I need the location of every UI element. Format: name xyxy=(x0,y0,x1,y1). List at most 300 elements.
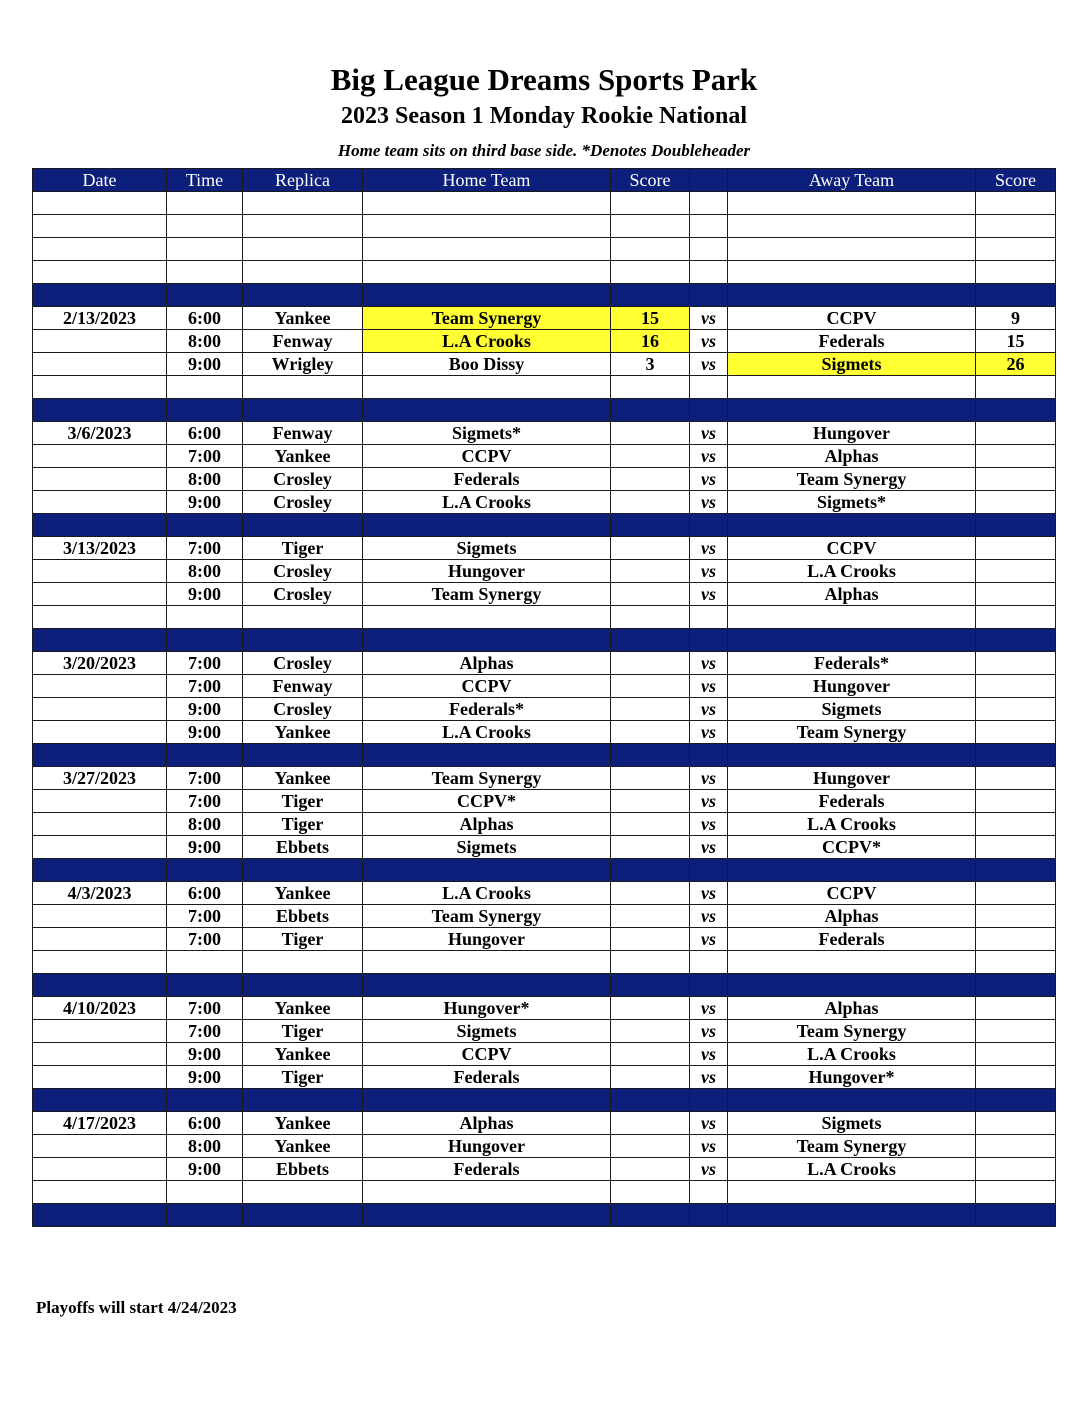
empty-cell xyxy=(363,1089,611,1112)
vs-label: vs xyxy=(690,491,728,514)
table-row xyxy=(33,353,1056,376)
home-score xyxy=(611,491,690,514)
home-team: L.A Crooks xyxy=(363,491,611,514)
empty-cell xyxy=(690,514,728,537)
empty-cell xyxy=(167,1204,243,1227)
blank-row xyxy=(33,951,1056,974)
home-score xyxy=(611,1112,690,1135)
away-score xyxy=(976,905,1056,928)
replica-field: Ebbets xyxy=(243,836,363,859)
empty-cell xyxy=(33,284,167,307)
empty-cell xyxy=(243,399,363,422)
empty-cell xyxy=(33,1089,167,1112)
empty-cell xyxy=(728,192,976,215)
empty-cell xyxy=(728,238,976,261)
table-row xyxy=(33,1043,1056,1066)
away-team: Federals* xyxy=(728,652,976,675)
vs-label: vs xyxy=(690,790,728,813)
home-score: 15 xyxy=(611,307,690,330)
away-score xyxy=(976,652,1056,675)
empty-cell xyxy=(33,261,167,284)
home-score xyxy=(611,836,690,859)
vs-label: vs xyxy=(690,675,728,698)
home-score xyxy=(611,1158,690,1181)
away-score xyxy=(976,1020,1056,1043)
away-team: Alphas xyxy=(728,445,976,468)
game-time: 7:00 xyxy=(167,675,243,698)
game-date xyxy=(33,905,167,928)
empty-cell xyxy=(690,951,728,974)
empty-cell xyxy=(728,859,976,882)
game-time: 9:00 xyxy=(167,583,243,606)
home-team: CCPV xyxy=(363,445,611,468)
game-date xyxy=(33,583,167,606)
empty-cell xyxy=(976,284,1056,307)
game-date xyxy=(33,790,167,813)
empty-cell xyxy=(690,399,728,422)
separator-row xyxy=(33,284,1056,307)
table-row xyxy=(33,537,1056,560)
empty-cell xyxy=(243,859,363,882)
blank-row xyxy=(33,376,1056,399)
game-date: 3/13/2023 xyxy=(33,537,167,560)
playoffs-note: Playoffs will start 4/24/2023 xyxy=(36,1298,237,1317)
page-subtitle: 2023 Season 1 Monday Rookie National xyxy=(340,103,748,129)
home-team: Boo Dissy xyxy=(363,353,611,376)
away-score xyxy=(976,537,1056,560)
empty-cell xyxy=(976,629,1056,652)
empty-cell xyxy=(976,606,1056,629)
away-score xyxy=(976,1066,1056,1089)
home-team: L.A Crooks xyxy=(363,882,611,905)
home-score xyxy=(611,813,690,836)
empty-cell xyxy=(976,514,1056,537)
home-team: Team Synergy xyxy=(363,905,611,928)
replica-field: Yankee xyxy=(243,997,363,1020)
home-team: Hungover xyxy=(363,928,611,951)
home-score xyxy=(611,652,690,675)
col-header-away-score: Score xyxy=(976,169,1056,192)
table-row xyxy=(33,721,1056,744)
empty-cell xyxy=(167,1181,243,1204)
away-score xyxy=(976,1158,1056,1181)
empty-cell xyxy=(728,1204,976,1227)
separator-row xyxy=(33,744,1056,767)
replica-field: Yankee xyxy=(243,1112,363,1135)
vs-label: vs xyxy=(690,1020,728,1043)
empty-cell xyxy=(363,1181,611,1204)
empty-cell xyxy=(728,261,976,284)
vs-label: vs xyxy=(690,537,728,560)
empty-cell xyxy=(690,974,728,997)
empty-cell xyxy=(976,1181,1056,1204)
replica-field: Fenway xyxy=(243,330,363,353)
replica-field: Tiger xyxy=(243,790,363,813)
empty-cell xyxy=(690,859,728,882)
away-team: Team Synergy xyxy=(728,1135,976,1158)
empty-cell xyxy=(728,399,976,422)
separator-row xyxy=(33,859,1056,882)
away-team: CCPV* xyxy=(728,836,976,859)
vs-label: vs xyxy=(690,1135,728,1158)
empty-cell xyxy=(243,744,363,767)
empty-cell xyxy=(33,606,167,629)
table-row xyxy=(33,698,1056,721)
empty-cell xyxy=(167,744,243,767)
away-team: Hungover xyxy=(728,675,976,698)
home-score xyxy=(611,468,690,491)
empty-cell xyxy=(611,215,690,238)
vs-label: vs xyxy=(690,997,728,1020)
home-score xyxy=(611,882,690,905)
empty-cell xyxy=(243,1181,363,1204)
away-team: Team Synergy xyxy=(728,721,976,744)
table-row xyxy=(33,307,1056,330)
home-score xyxy=(611,560,690,583)
table-row xyxy=(33,652,1056,675)
home-score xyxy=(611,790,690,813)
empty-cell xyxy=(728,1181,976,1204)
home-score xyxy=(611,583,690,606)
away-team: Federals xyxy=(728,790,976,813)
game-time: 7:00 xyxy=(167,537,243,560)
empty-cell xyxy=(690,1089,728,1112)
away-score xyxy=(976,468,1056,491)
empty-cell xyxy=(33,238,167,261)
col-header-time: Time xyxy=(167,169,243,192)
home-team: Federals xyxy=(363,1066,611,1089)
game-time: 9:00 xyxy=(167,353,243,376)
empty-cell xyxy=(167,606,243,629)
empty-cell xyxy=(611,261,690,284)
home-team: Sigmets xyxy=(363,537,611,560)
empty-cell xyxy=(167,859,243,882)
empty-cell xyxy=(363,261,611,284)
away-team: Alphas xyxy=(728,905,976,928)
empty-cell xyxy=(611,974,690,997)
empty-cell xyxy=(33,744,167,767)
home-score xyxy=(611,997,690,1020)
vs-label: vs xyxy=(690,767,728,790)
away-team: Team Synergy xyxy=(728,468,976,491)
empty-cell xyxy=(690,215,728,238)
empty-cell xyxy=(363,606,611,629)
empty-cell xyxy=(363,514,611,537)
empty-cell xyxy=(690,192,728,215)
empty-cell xyxy=(976,974,1056,997)
game-time: 8:00 xyxy=(167,560,243,583)
home-team: Sigmets* xyxy=(363,422,611,445)
empty-cell xyxy=(167,376,243,399)
home-score xyxy=(611,1135,690,1158)
vs-label: vs xyxy=(690,583,728,606)
empty-cell xyxy=(243,629,363,652)
away-team: L.A Crooks xyxy=(728,1158,976,1181)
empty-cell xyxy=(243,261,363,284)
empty-cell xyxy=(690,606,728,629)
home-team: L.A Crooks xyxy=(363,721,611,744)
vs-label: vs xyxy=(690,928,728,951)
table-row xyxy=(33,767,1056,790)
empty-cell xyxy=(611,606,690,629)
home-score xyxy=(611,422,690,445)
game-time: 8:00 xyxy=(167,468,243,491)
away-score xyxy=(976,1112,1056,1135)
empty-cell xyxy=(611,1089,690,1112)
home-team: Alphas xyxy=(363,1112,611,1135)
game-time: 9:00 xyxy=(167,836,243,859)
separator-row xyxy=(33,514,1056,537)
col-header-vs xyxy=(690,169,728,192)
vs-label: vs xyxy=(690,468,728,491)
home-team: Team Synergy xyxy=(363,583,611,606)
game-date xyxy=(33,1020,167,1043)
away-team: Sigmets xyxy=(728,698,976,721)
replica-field: Crosley xyxy=(243,583,363,606)
table-row xyxy=(33,583,1056,606)
game-time: 9:00 xyxy=(167,1158,243,1181)
away-team: Sigmets xyxy=(728,1112,976,1135)
empty-cell xyxy=(611,192,690,215)
home-team: Hungover* xyxy=(363,997,611,1020)
separator-row xyxy=(33,974,1056,997)
empty-cell xyxy=(33,514,167,537)
empty-cell xyxy=(167,974,243,997)
away-score: 15 xyxy=(976,330,1056,353)
empty-cell xyxy=(243,192,363,215)
empty-cell xyxy=(363,744,611,767)
empty-cell xyxy=(363,215,611,238)
game-date: 3/6/2023 xyxy=(33,422,167,445)
empty-cell xyxy=(611,284,690,307)
empty-cell xyxy=(243,238,363,261)
game-date xyxy=(33,1158,167,1181)
empty-cell xyxy=(363,399,611,422)
game-date xyxy=(33,1043,167,1066)
empty-cell xyxy=(611,1204,690,1227)
home-team: Team Synergy xyxy=(363,767,611,790)
away-team: Alphas xyxy=(728,997,976,1020)
away-score xyxy=(976,790,1056,813)
home-score xyxy=(611,1066,690,1089)
away-score xyxy=(976,767,1056,790)
table-row xyxy=(33,1112,1056,1135)
blank-row xyxy=(33,192,1056,215)
home-score xyxy=(611,1020,690,1043)
game-time: 7:00 xyxy=(167,445,243,468)
vs-label: vs xyxy=(690,721,728,744)
empty-cell xyxy=(611,514,690,537)
home-team: Team Synergy xyxy=(363,307,611,330)
empty-cell xyxy=(976,376,1056,399)
vs-label: vs xyxy=(690,422,728,445)
table-row xyxy=(33,675,1056,698)
separator-row xyxy=(33,1089,1056,1112)
empty-cell xyxy=(690,284,728,307)
vs-label: vs xyxy=(690,307,728,330)
vs-label: vs xyxy=(690,330,728,353)
vs-label: vs xyxy=(690,698,728,721)
empty-cell xyxy=(611,859,690,882)
empty-cell xyxy=(728,1089,976,1112)
empty-cell xyxy=(690,261,728,284)
empty-cell xyxy=(167,399,243,422)
away-team: Team Synergy xyxy=(728,1020,976,1043)
separator-row xyxy=(33,399,1056,422)
empty-cell xyxy=(363,859,611,882)
away-score xyxy=(976,675,1056,698)
home-team: Federals xyxy=(363,1158,611,1181)
away-score xyxy=(976,560,1056,583)
game-date xyxy=(33,468,167,491)
away-team: Sigmets* xyxy=(728,491,976,514)
away-score xyxy=(976,583,1056,606)
replica-field: Crosley xyxy=(243,652,363,675)
replica-field: Yankee xyxy=(243,882,363,905)
vs-label: vs xyxy=(690,1158,728,1181)
empty-cell xyxy=(243,606,363,629)
game-time: 9:00 xyxy=(167,698,243,721)
empty-cell xyxy=(33,1181,167,1204)
vs-label: vs xyxy=(690,560,728,583)
away-score xyxy=(976,1043,1056,1066)
empty-cell xyxy=(611,376,690,399)
empty-cell xyxy=(728,744,976,767)
game-date xyxy=(33,675,167,698)
game-date xyxy=(33,836,167,859)
empty-cell xyxy=(363,192,611,215)
home-score xyxy=(611,1043,690,1066)
home-team: Federals xyxy=(363,468,611,491)
game-date: 2/13/2023 xyxy=(33,307,167,330)
home-score xyxy=(611,445,690,468)
replica-field: Fenway xyxy=(243,422,363,445)
table-row xyxy=(33,468,1056,491)
home-team: CCPV* xyxy=(363,790,611,813)
replica-field: Crosley xyxy=(243,698,363,721)
empty-cell xyxy=(976,399,1056,422)
empty-cell xyxy=(690,744,728,767)
replica-field: Crosley xyxy=(243,468,363,491)
vs-label: vs xyxy=(690,836,728,859)
home-score xyxy=(611,698,690,721)
empty-cell xyxy=(167,951,243,974)
home-score xyxy=(611,905,690,928)
empty-cell xyxy=(976,744,1056,767)
home-team: Federals* xyxy=(363,698,611,721)
replica-field: Tiger xyxy=(243,1066,363,1089)
game-time: 9:00 xyxy=(167,1066,243,1089)
empty-cell xyxy=(976,215,1056,238)
away-team: Federals xyxy=(728,928,976,951)
empty-cell xyxy=(976,1204,1056,1227)
home-score xyxy=(611,928,690,951)
game-time: 9:00 xyxy=(167,491,243,514)
away-team: CCPV xyxy=(728,537,976,560)
vs-label: vs xyxy=(690,1066,728,1089)
empty-cell xyxy=(167,1089,243,1112)
empty-cell xyxy=(363,376,611,399)
game-date xyxy=(33,353,167,376)
empty-cell xyxy=(728,514,976,537)
away-score: 26 xyxy=(976,353,1056,376)
empty-cell xyxy=(33,1204,167,1227)
table-row xyxy=(33,882,1056,905)
replica-field: Yankee xyxy=(243,1135,363,1158)
empty-cell xyxy=(690,629,728,652)
empty-cell xyxy=(243,974,363,997)
table-row xyxy=(33,1020,1056,1043)
table-row xyxy=(33,445,1056,468)
game-date xyxy=(33,698,167,721)
game-time: 8:00 xyxy=(167,813,243,836)
empty-cell xyxy=(33,192,167,215)
game-time: 7:00 xyxy=(167,652,243,675)
replica-field: Tiger xyxy=(243,1020,363,1043)
col-header-date: Date xyxy=(33,169,167,192)
empty-cell xyxy=(690,376,728,399)
away-team: Alphas xyxy=(728,583,976,606)
game-date xyxy=(33,491,167,514)
replica-field: Yankee xyxy=(243,767,363,790)
vs-label: vs xyxy=(690,353,728,376)
empty-cell xyxy=(611,951,690,974)
away-score xyxy=(976,422,1056,445)
home-score: 16 xyxy=(611,330,690,353)
away-score xyxy=(976,997,1056,1020)
empty-cell xyxy=(976,859,1056,882)
replica-field: Ebbets xyxy=(243,905,363,928)
empty-cell xyxy=(363,1204,611,1227)
game-time: 8:00 xyxy=(167,1135,243,1158)
empty-cell xyxy=(243,951,363,974)
empty-cell xyxy=(167,192,243,215)
home-team: Alphas xyxy=(363,813,611,836)
empty-cell xyxy=(243,1204,363,1227)
away-team: Hungover xyxy=(728,767,976,790)
away-team: CCPV xyxy=(728,307,976,330)
table-row xyxy=(33,813,1056,836)
replica-field: Crosley xyxy=(243,491,363,514)
away-score xyxy=(976,721,1056,744)
game-date: 4/17/2023 xyxy=(33,1112,167,1135)
away-score xyxy=(976,836,1056,859)
empty-cell xyxy=(33,376,167,399)
vs-label: vs xyxy=(690,1112,728,1135)
col-header-replica: Replica xyxy=(243,169,363,192)
game-date xyxy=(33,721,167,744)
game-time: 7:00 xyxy=(167,905,243,928)
empty-cell xyxy=(243,1089,363,1112)
away-score xyxy=(976,698,1056,721)
game-date: 4/10/2023 xyxy=(33,997,167,1020)
game-date xyxy=(33,445,167,468)
home-score xyxy=(611,537,690,560)
replica-field: Tiger xyxy=(243,813,363,836)
replica-field: Fenway xyxy=(243,675,363,698)
vs-label: vs xyxy=(690,652,728,675)
game-time: 9:00 xyxy=(167,721,243,744)
home-score xyxy=(611,675,690,698)
replica-field: Wrigley xyxy=(243,353,363,376)
game-time: 7:00 xyxy=(167,767,243,790)
game-date xyxy=(33,928,167,951)
empty-cell xyxy=(243,215,363,238)
empty-cell xyxy=(728,376,976,399)
empty-cell xyxy=(363,974,611,997)
col-header-home-team: Home Team xyxy=(363,169,611,192)
empty-cell xyxy=(363,951,611,974)
